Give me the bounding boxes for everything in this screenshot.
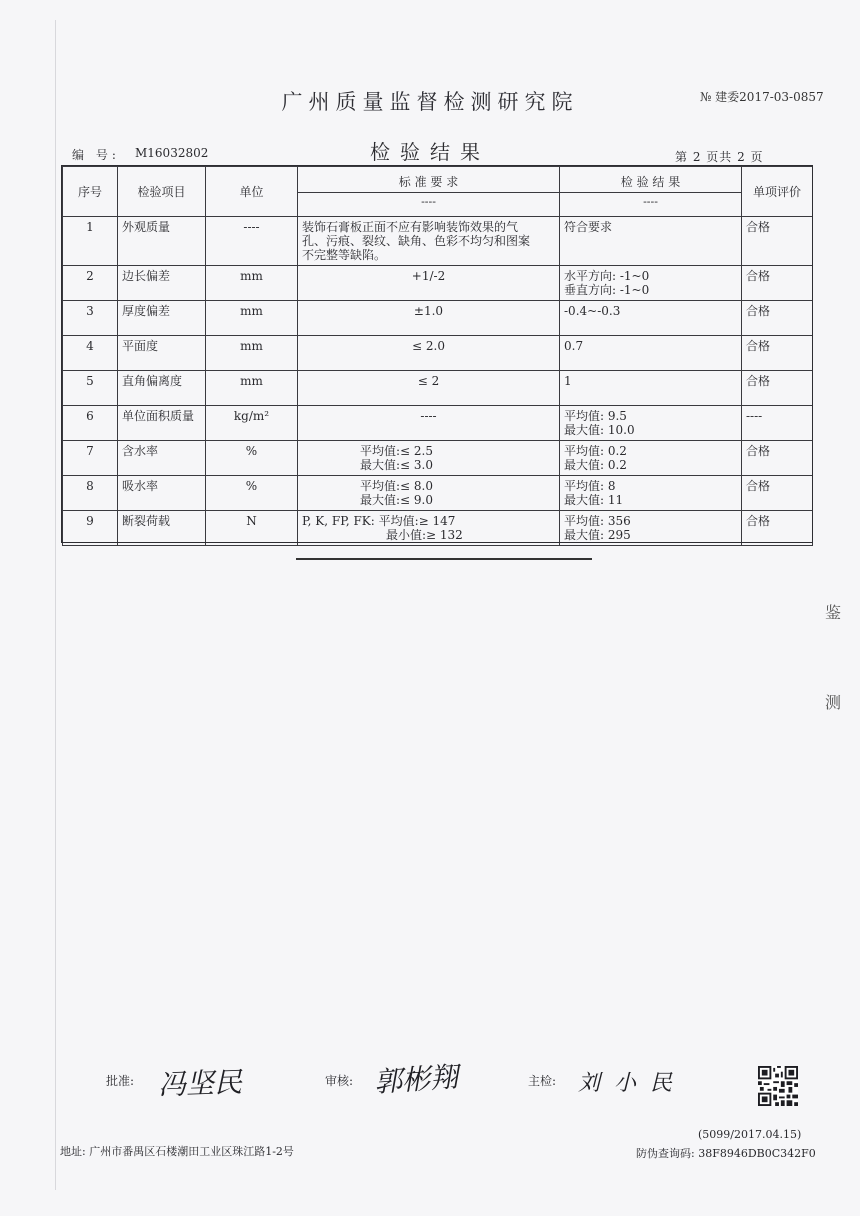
approve-signature: 冯坚民: [157, 1065, 243, 1102]
row-item: 厚度偏差: [118, 301, 206, 336]
row-verdict: 合格: [742, 441, 813, 476]
row-result: [560, 441, 742, 476]
row-item: 断裂荷载: [118, 511, 206, 546]
header-verdict: 单项评价: [742, 167, 813, 217]
result-line: 最大值: 11: [564, 493, 624, 507]
anti-fake-code: 防伪查询码: 38F8946DB0C342F0: [636, 1147, 816, 1160]
standard-line: P, K, FP, FK: 平均值:≥ 147: [302, 514, 456, 528]
row-no: 2: [63, 266, 118, 301]
row-unit: ----: [206, 217, 298, 266]
row-no: 8: [63, 476, 118, 511]
row-standard: [298, 441, 560, 476]
row-verdict: 合格: [742, 217, 813, 266]
row-verdict: 合格: [742, 511, 813, 546]
table-row: [63, 406, 813, 441]
page-count: 第 2 页共 2 页: [675, 150, 764, 164]
results-body: [63, 217, 813, 546]
review-signature: 郭彬翔: [373, 1060, 460, 1099]
row-result: [560, 301, 742, 336]
row-item: 单位面积质量: [118, 406, 206, 441]
serial-value: M16032802: [135, 146, 209, 160]
table-row: [63, 336, 813, 371]
row-verdict: 合格: [742, 476, 813, 511]
approve-label: 批准:: [106, 1074, 135, 1088]
standard-line: ±1.0: [413, 304, 444, 318]
row-verdict: ----: [742, 406, 813, 441]
row-no: 4: [63, 336, 118, 371]
row-item: 边长偏差: [118, 266, 206, 301]
row-no: 9: [63, 511, 118, 546]
standard-line: +1/-2: [411, 269, 446, 283]
row-no: 7: [63, 441, 118, 476]
row-no: 1: [63, 217, 118, 266]
row-item: 外观质量: [118, 217, 206, 266]
row-standard: [298, 301, 560, 336]
standard-line: 最大值:≤ 3.0: [360, 458, 433, 472]
result-line: 0.7: [564, 339, 584, 353]
table-row: [63, 371, 813, 406]
row-unit: mm: [206, 266, 298, 301]
row-item: 平面度: [118, 336, 206, 371]
section-title: 检验结果: [370, 140, 490, 164]
review-label: 审核:: [325, 1074, 354, 1088]
header-item: 检验项目: [118, 167, 206, 217]
row-standard: [298, 266, 560, 301]
result-line: 平均值: 0.2: [564, 444, 627, 458]
table-row: [63, 217, 813, 266]
row-unit: N: [206, 511, 298, 546]
header-standard-label: 标 准 要 求: [398, 175, 459, 189]
result-line: -0.4~-0.3: [564, 304, 621, 318]
table-row: [63, 266, 813, 301]
inspect-signature: 刘小民: [578, 1071, 687, 1096]
standard-line: ----: [420, 409, 437, 423]
row-standard: [298, 406, 560, 441]
result-line: 水平方向: -1~0: [564, 269, 650, 283]
row-no: 6: [63, 406, 118, 441]
print-code: (5099/2017.04.15): [698, 1128, 802, 1141]
result-line: 最大值: 0.2: [564, 458, 627, 472]
row-standard: [298, 217, 560, 266]
row-item: 含水率: [118, 441, 206, 476]
binding-line: [55, 20, 56, 1190]
row-unit: %: [206, 476, 298, 511]
row-result: [560, 266, 742, 301]
margin-seal-mark: 鉴: [825, 603, 842, 622]
row-item: 直角偏离度: [118, 371, 206, 406]
standard-line: 平均值:≤ 8.0: [360, 479, 433, 493]
table-row: [63, 476, 813, 511]
row-standard: [298, 336, 560, 371]
row-unit: mm: [206, 371, 298, 406]
margin-seal-mark: 测: [825, 693, 842, 712]
row-result: [560, 217, 742, 266]
table-row: [63, 511, 813, 546]
header-unit: 单位: [206, 167, 298, 217]
standard-line: 装饰石膏板正面不应有影响装饰效果的气: [302, 220, 519, 234]
result-line: 最大值: 10.0: [564, 423, 635, 437]
row-verdict: 合格: [742, 266, 813, 301]
row-no: 5: [63, 371, 118, 406]
row-unit: mm: [206, 301, 298, 336]
row-result: [560, 476, 742, 511]
inspect-label: 主检:: [528, 1074, 557, 1088]
table-row: [63, 441, 813, 476]
result-line: 符合要求: [564, 220, 613, 234]
standard-line: 平均值:≤ 2.5: [360, 444, 433, 458]
header-standard-dash: ----: [298, 192, 559, 209]
header-no: 序号: [63, 167, 118, 217]
institute-title: 广州质量监督检测研究院: [281, 90, 579, 114]
standard-line: 不完整等缺陷。: [302, 248, 387, 262]
row-no: 3: [63, 301, 118, 336]
row-verdict: 合格: [742, 371, 813, 406]
row-result: [560, 406, 742, 441]
row-verdict: 合格: [742, 301, 813, 336]
row-result: [560, 371, 742, 406]
address: 地址: 广州市番禺区石楼潮田工业区珠江路1-2号: [60, 1145, 294, 1158]
row-unit: mm: [206, 336, 298, 371]
row-result: [560, 511, 742, 546]
row-standard: [298, 371, 560, 406]
end-rule: [296, 558, 592, 560]
header-standard: [298, 167, 560, 217]
row-unit: %: [206, 441, 298, 476]
row-unit: kg/m²: [206, 406, 298, 441]
row-standard: [298, 476, 560, 511]
result-line: 平均值: 8: [564, 479, 616, 493]
result-line: 最大值: 295: [564, 528, 631, 542]
standard-line: ≤ 2: [417, 374, 440, 388]
result-line: 平均值: 9.5: [564, 409, 627, 423]
row-item: 吸水率: [118, 476, 206, 511]
standard-line: ≤ 2.0: [412, 339, 445, 353]
qr-code-icon: [758, 1066, 798, 1106]
standard-line: 孔、污痕、裂纹、缺角、色彩不均匀和图案: [302, 234, 531, 248]
header-result-dash: ----: [560, 192, 741, 209]
serial-label: 编 号:: [72, 148, 120, 162]
header-result: [560, 167, 742, 217]
row-standard: [298, 511, 560, 546]
report-number: № 建委2017-03-0857: [700, 90, 824, 104]
row-result: [560, 336, 742, 371]
standard-line: 最小值:≥ 132: [386, 528, 463, 542]
result-line: 1: [564, 374, 572, 388]
table-row: [63, 301, 813, 336]
standard-line: 最大值:≤ 9.0: [360, 493, 433, 507]
row-verdict: 合格: [742, 336, 813, 371]
results-table: [62, 166, 813, 546]
result-line: 平均值: 356: [564, 514, 631, 528]
result-line: 垂直方向: -1~0: [564, 283, 650, 297]
header-result-label: 检 验 结 果: [620, 175, 681, 189]
